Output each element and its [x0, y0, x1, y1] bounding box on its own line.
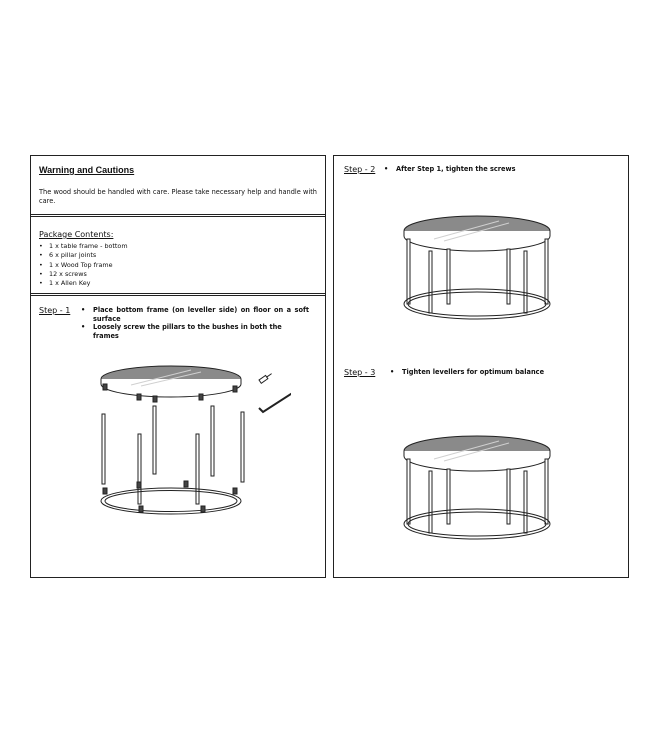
step-1-instruction: • Place bottom frame (on leveller side) on floor on a soft surface: [81, 306, 309, 323]
step-3-instructions: [390, 368, 615, 377]
right-instruction-panel: [333, 155, 629, 578]
package-item: • 12 x screws: [39, 270, 128, 279]
step-2-assembled-table-illustration: [399, 211, 559, 326]
package-item: • 1 x Wood Top frame: [39, 261, 128, 270]
step-2-instruction: • After Step 1, tighten the screws: [384, 165, 614, 174]
step-3-label: Step - 3: [344, 368, 376, 377]
step-2-instructions: [384, 165, 614, 174]
step-1-label: Step - 1: [39, 306, 71, 315]
warning-title: Warning and Cautions: [39, 165, 135, 175]
section-divider: [31, 214, 325, 217]
step-1-instructions: [81, 306, 309, 340]
warning-text: The wood should be handled with care. Please take necessary help and handle with care.: [39, 188, 317, 205]
package-item: • 1 x Allen Key: [39, 279, 128, 288]
left-instruction-panel: [30, 155, 326, 578]
package-item: • 6 x pillar joints: [39, 251, 128, 260]
package-contents-list: [39, 242, 128, 288]
step-3-instruction: • Tighten levellers for optimum balance: [390, 368, 615, 377]
step-3-leveled-table-illustration: [399, 431, 559, 546]
step-1-instruction: • Loosely screw the pillars to the bushes in both the frames: [81, 323, 309, 340]
package-item: • 1 x table frame - bottom: [39, 242, 128, 251]
section-divider: [31, 293, 325, 296]
step-2-label: Step - 2: [344, 165, 376, 174]
package-contents-title: Package Contents:: [39, 230, 114, 239]
step-1-exploded-table-illustration: [91, 356, 291, 521]
